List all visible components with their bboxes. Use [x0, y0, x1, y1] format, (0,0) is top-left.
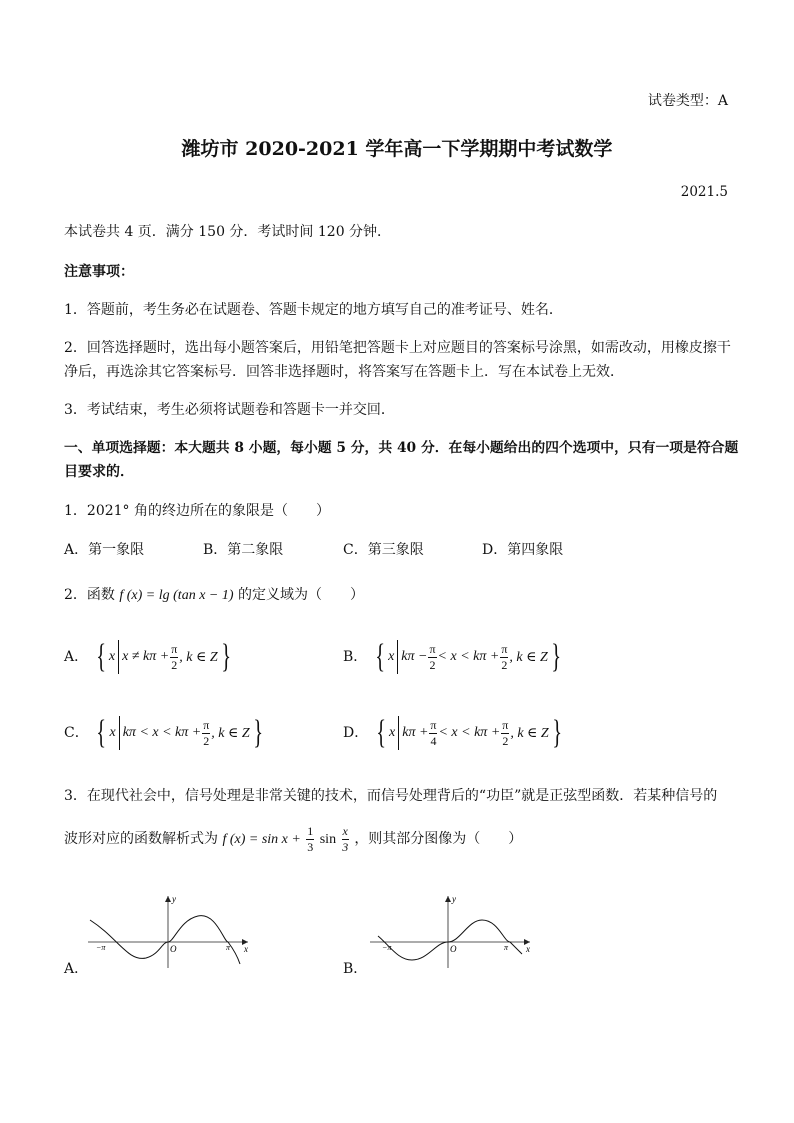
y-axis-label: y: [452, 894, 456, 904]
set-bar: [118, 640, 119, 674]
fraction: $\frac{1}{3}$: [307, 823, 314, 854]
set-var: x: [109, 725, 116, 740]
right-brace: }: [220, 638, 231, 675]
right-brace: }: [252, 714, 263, 751]
right-brace: }: [551, 638, 561, 675]
q2-suffix: 的定义域为（ ）: [237, 587, 364, 603]
y-axis-label: y: [172, 894, 176, 904]
set-var: x: [388, 649, 395, 664]
intro-text: 本试卷共 4 页．满分 150 分．考试时间 120 分钟．: [64, 224, 392, 240]
set-cond-left: kπ < x < kπ +: [122, 725, 202, 740]
q2-function: f (x) = lg (tan x − 1): [119, 588, 234, 603]
set-bar: [397, 640, 398, 674]
left-brace: {: [96, 714, 107, 751]
set-cond-right: , k ∈ Z: [510, 725, 549, 741]
x-axis-label: x: [526, 944, 530, 954]
q3-function-b: sin: [319, 832, 337, 847]
q1-option-d: D．第四象限: [482, 542, 564, 558]
set-cond-right: , k ∈ Z: [179, 649, 218, 665]
set-cond-left: x ≠ kπ +: [122, 649, 170, 664]
paper-type: 试卷类型：A: [647, 93, 728, 109]
set-cond-mid: < x < kπ +: [438, 725, 501, 740]
option-label: D．: [343, 725, 369, 741]
question-1-stem: 1．2021° 角的终边所在的象限是（ ）: [64, 503, 330, 519]
y-axis-arrow-icon: [165, 896, 171, 902]
notice-item: 1．答题前，考生务必在试题卷、答题卡规定的地方填写自己的准考证号、姓名．: [64, 302, 563, 318]
section-heading: 一、单项选择题：本大题共 8 小题，每小题 5 分，共 40 分．在每小题给出的四个选项中，只有一项是符合题: [64, 440, 739, 456]
fraction: $\frac{x}{3}$: [342, 823, 349, 854]
fraction: $\frac{\pi}{2}$: [501, 641, 508, 672]
q2-option-a: [64, 640, 234, 674]
set-var: x: [108, 649, 116, 664]
set-cond-mid: < x < kπ +: [437, 649, 500, 664]
exam-date: 2021.5: [680, 184, 728, 200]
q3-prefix: 波形对应的函数解析式为: [64, 831, 218, 847]
fraction: $\frac{\pi}{2}$: [171, 641, 178, 672]
q2-option-d: [343, 716, 565, 750]
notice-item: 2．回答选择题时，选出每小题答案后，用铅笔把答题卡上对应题目的答案标号涂黑，如需改动，用橡皮擦干: [64, 340, 731, 356]
q3-option-a-label: A．: [64, 961, 89, 977]
notice-item: 3．考试结束，考生必须将试题卷和答题卡一并交回．: [64, 402, 395, 418]
q1-option-b: B．第二象限: [203, 542, 284, 558]
left-brace: {: [375, 638, 385, 675]
q2-option-c: [64, 716, 266, 750]
set-bar: [119, 716, 120, 750]
fraction: $\frac{\pi}{2}$: [502, 717, 509, 748]
fraction: $\frac{\pi}{4}$: [430, 717, 437, 748]
curve: [378, 920, 522, 960]
graph-b: [370, 890, 540, 970]
left-brace: {: [375, 714, 386, 751]
neg-pi-label: −π: [96, 943, 106, 952]
q2-prefix: 2．函数: [64, 587, 115, 603]
section-heading-cont: 目要求的．: [64, 464, 134, 480]
q1-option-a: A．第一象限: [64, 542, 145, 558]
notice-heading: 注意事项：: [64, 264, 134, 280]
neg-pi-label: −π: [382, 943, 392, 952]
pi-label: π: [504, 943, 509, 952]
right-brace: }: [551, 714, 562, 751]
origin-label: O: [170, 944, 177, 954]
set-cond-right: , k ∈ Z: [509, 649, 548, 665]
pi-label: π: [226, 943, 231, 952]
notice-item: 净后，再选涂其它答案标号．回答非选择题时，将答案写在答题卡上．写在本试卷上无效．: [64, 364, 624, 380]
y-axis-arrow-icon: [445, 896, 451, 902]
question-3-stem-cont: [64, 822, 522, 857]
option-label: B．: [343, 649, 368, 665]
q1-option-c: C．第三象限: [343, 542, 424, 558]
set-cond-right: , k ∈ Z: [211, 725, 250, 741]
q2-option-b: [343, 640, 564, 674]
x-axis-label: x: [244, 944, 248, 954]
left-brace: {: [95, 638, 106, 675]
q3-option-b-label: B．: [343, 961, 368, 977]
q3-function-a: f (x) = sin x +: [222, 832, 301, 847]
curve: [90, 916, 240, 964]
graph-a: [88, 890, 258, 970]
fraction: $\frac{\pi}{2}$: [203, 717, 210, 748]
option-label: A．: [64, 649, 89, 665]
set-var: x: [389, 725, 396, 740]
question-3-stem: 3．在现代社会中，信号处理是非常关键的技术，而信号处理背后的“功臣”就是正弦型函数．若某种信号的: [64, 788, 718, 804]
set-bar: [398, 716, 399, 750]
page-title: 潍坊市 2020-2021 学年高一下学期期中考试数学: [181, 138, 613, 160]
option-label: C．: [64, 725, 89, 741]
set-cond-left: kπ −: [401, 649, 428, 664]
question-2-stem: [64, 585, 364, 606]
fraction: $\frac{\pi}{2}$: [429, 641, 436, 672]
set-cond-left: kπ +: [402, 725, 429, 740]
q3-suffix: ，则其部分图像为（ ）: [354, 831, 523, 847]
origin-label: O: [450, 944, 457, 954]
